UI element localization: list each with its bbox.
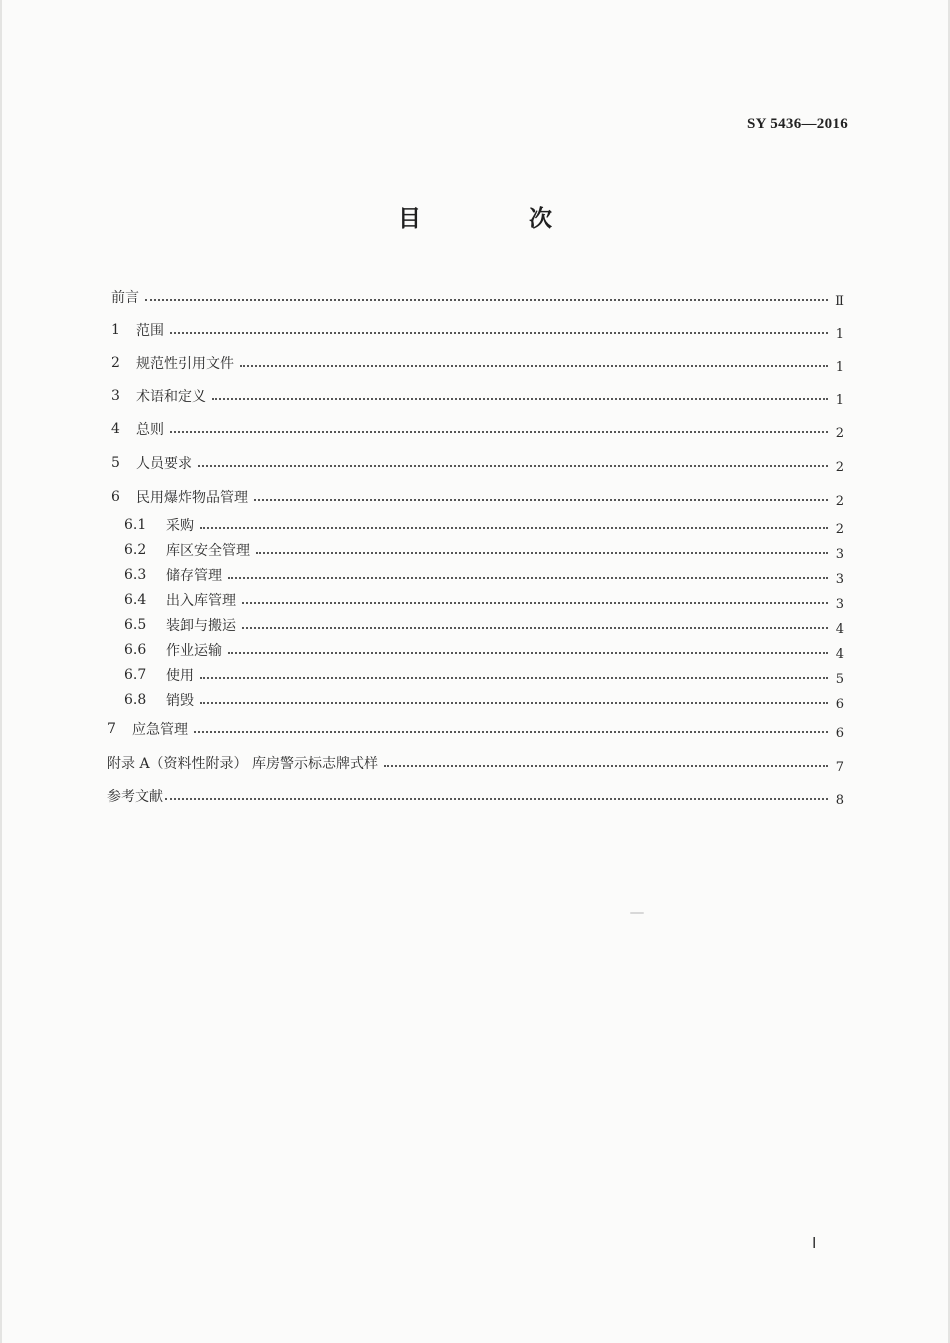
toc-entry-page: 2 [835, 425, 844, 441]
toc-entry-label: 销毁 [166, 693, 194, 709]
toc-entry-3[interactable] [111, 385, 844, 407]
dot-leader [242, 626, 828, 629]
toc-entry-annex-a[interactable] [107, 752, 844, 774]
toc-entry-label: 总则 [136, 422, 164, 438]
toc-entry-label: 前言 [111, 290, 139, 306]
toc-entry-page: 1 [835, 359, 844, 375]
toc-entry-page: 1 [835, 392, 844, 408]
dot-leader [242, 601, 828, 604]
toc-entry-page: 7 [835, 759, 844, 775]
toc-entry-6-5[interactable] [124, 614, 844, 636]
toc-entry-6[interactable] [111, 486, 844, 508]
toc-entry-number: 2 [111, 355, 120, 371]
toc-entry-page: 5 [835, 671, 844, 687]
toc-entry-7[interactable] [107, 718, 844, 740]
toc-entry-number: 1 [111, 322, 120, 338]
dot-leader [254, 498, 828, 501]
toc-entry-4[interactable] [111, 418, 844, 440]
toc-entry-bibliography[interactable] [107, 785, 844, 807]
toc-entry-number: 6.2 [124, 542, 147, 558]
toc-entry-page: 4 [835, 621, 844, 637]
toc-entry-number: 5 [111, 455, 120, 471]
toc-entry-label: 库区安全管理 [166, 543, 250, 559]
toc-entry-label: 民用爆炸物品管理 [136, 490, 248, 506]
toc-entry-5[interactable] [111, 452, 844, 474]
dot-leader [194, 730, 828, 733]
toc-entry-page: 3 [835, 546, 844, 562]
toc-entry-number: 6.6 [124, 642, 147, 658]
toc-entry-6-1[interactable] [124, 514, 844, 536]
toc-entry-page: Ⅱ [835, 293, 844, 309]
toc-entry-page: 1 [835, 326, 844, 342]
toc-entry-number: 6.7 [124, 667, 147, 683]
toc-entry-label: 术语和定义 [136, 389, 206, 405]
dot-leader [170, 430, 828, 433]
dot-leader [200, 676, 828, 679]
toc-entry-6-7[interactable] [124, 664, 844, 686]
toc-entry-label: 人员要求 [136, 456, 192, 472]
toc-entry-label: 出入库管理 [166, 593, 236, 609]
toc-entry-page: 8 [835, 792, 844, 808]
dot-leader [212, 397, 828, 400]
toc-entry-page: 2 [835, 459, 844, 475]
scan-speck [630, 912, 644, 914]
dot-leader [240, 364, 828, 367]
dot-leader [384, 764, 828, 767]
toc-entry-number: 6 [111, 489, 120, 505]
toc-entry-6-8[interactable] [124, 689, 844, 711]
toc-entry-foreword[interactable] [111, 286, 844, 308]
page-number: Ⅰ [812, 1236, 817, 1252]
toc-entry-number: 6.4 [124, 592, 147, 608]
toc-entry-6-3[interactable] [124, 564, 844, 586]
toc-entry-page: 4 [835, 646, 844, 662]
toc-entry-page: 6 [835, 696, 844, 712]
dot-leader [165, 797, 828, 800]
dot-leader [228, 576, 828, 579]
dot-leader [170, 331, 828, 334]
toc-entry-page: 2 [835, 521, 844, 537]
toc-entry-label: 作业运输 [166, 643, 222, 659]
standard-code: SY 5436—2016 [747, 116, 848, 132]
toc-entry-2[interactable] [111, 352, 844, 374]
toc-entry-6-6[interactable] [124, 639, 844, 661]
toc-entry-number: 3 [111, 388, 120, 404]
toc-entry-label: 参考文献 [107, 789, 163, 805]
dot-leader [145, 298, 828, 301]
toc-entry-label: 附录 A（资料性附录） 库房警示标志牌式样 [107, 756, 379, 772]
toc-entry-number: 6.1 [124, 517, 147, 533]
toc-entry-number: 6.3 [124, 567, 147, 583]
dot-leader [200, 701, 828, 704]
toc-entry-number: 4 [111, 421, 120, 437]
toc-entry-label: 储存管理 [166, 568, 222, 584]
toc-entry-label: 装卸与搬运 [166, 618, 236, 634]
toc-entry-page: 3 [835, 596, 844, 612]
toc-entry-1[interactable] [111, 319, 844, 341]
toc-entry-label: 应急管理 [132, 722, 188, 738]
toc-entry-6-2[interactable] [124, 539, 844, 561]
toc-entry-number: 6.8 [124, 692, 147, 708]
page-title: 目 次 [397, 206, 602, 232]
dot-leader [256, 551, 828, 554]
toc-entry-number: 6.5 [124, 617, 147, 633]
toc-entry-page: 6 [835, 725, 844, 741]
toc-entry-label: 规范性引用文件 [136, 356, 234, 372]
dot-leader [228, 651, 828, 654]
dot-leader [198, 464, 828, 467]
toc-entry-label: 范围 [136, 323, 164, 339]
toc-entry-6-4[interactable] [124, 589, 844, 611]
toc-entry-label: 采购 [166, 518, 194, 534]
toc-entry-label: 使用 [166, 668, 194, 684]
toc-entry-number: 7 [107, 721, 116, 737]
toc-entry-page: 3 [835, 571, 844, 587]
dot-leader [200, 526, 828, 529]
toc-entry-page: 2 [835, 493, 844, 509]
